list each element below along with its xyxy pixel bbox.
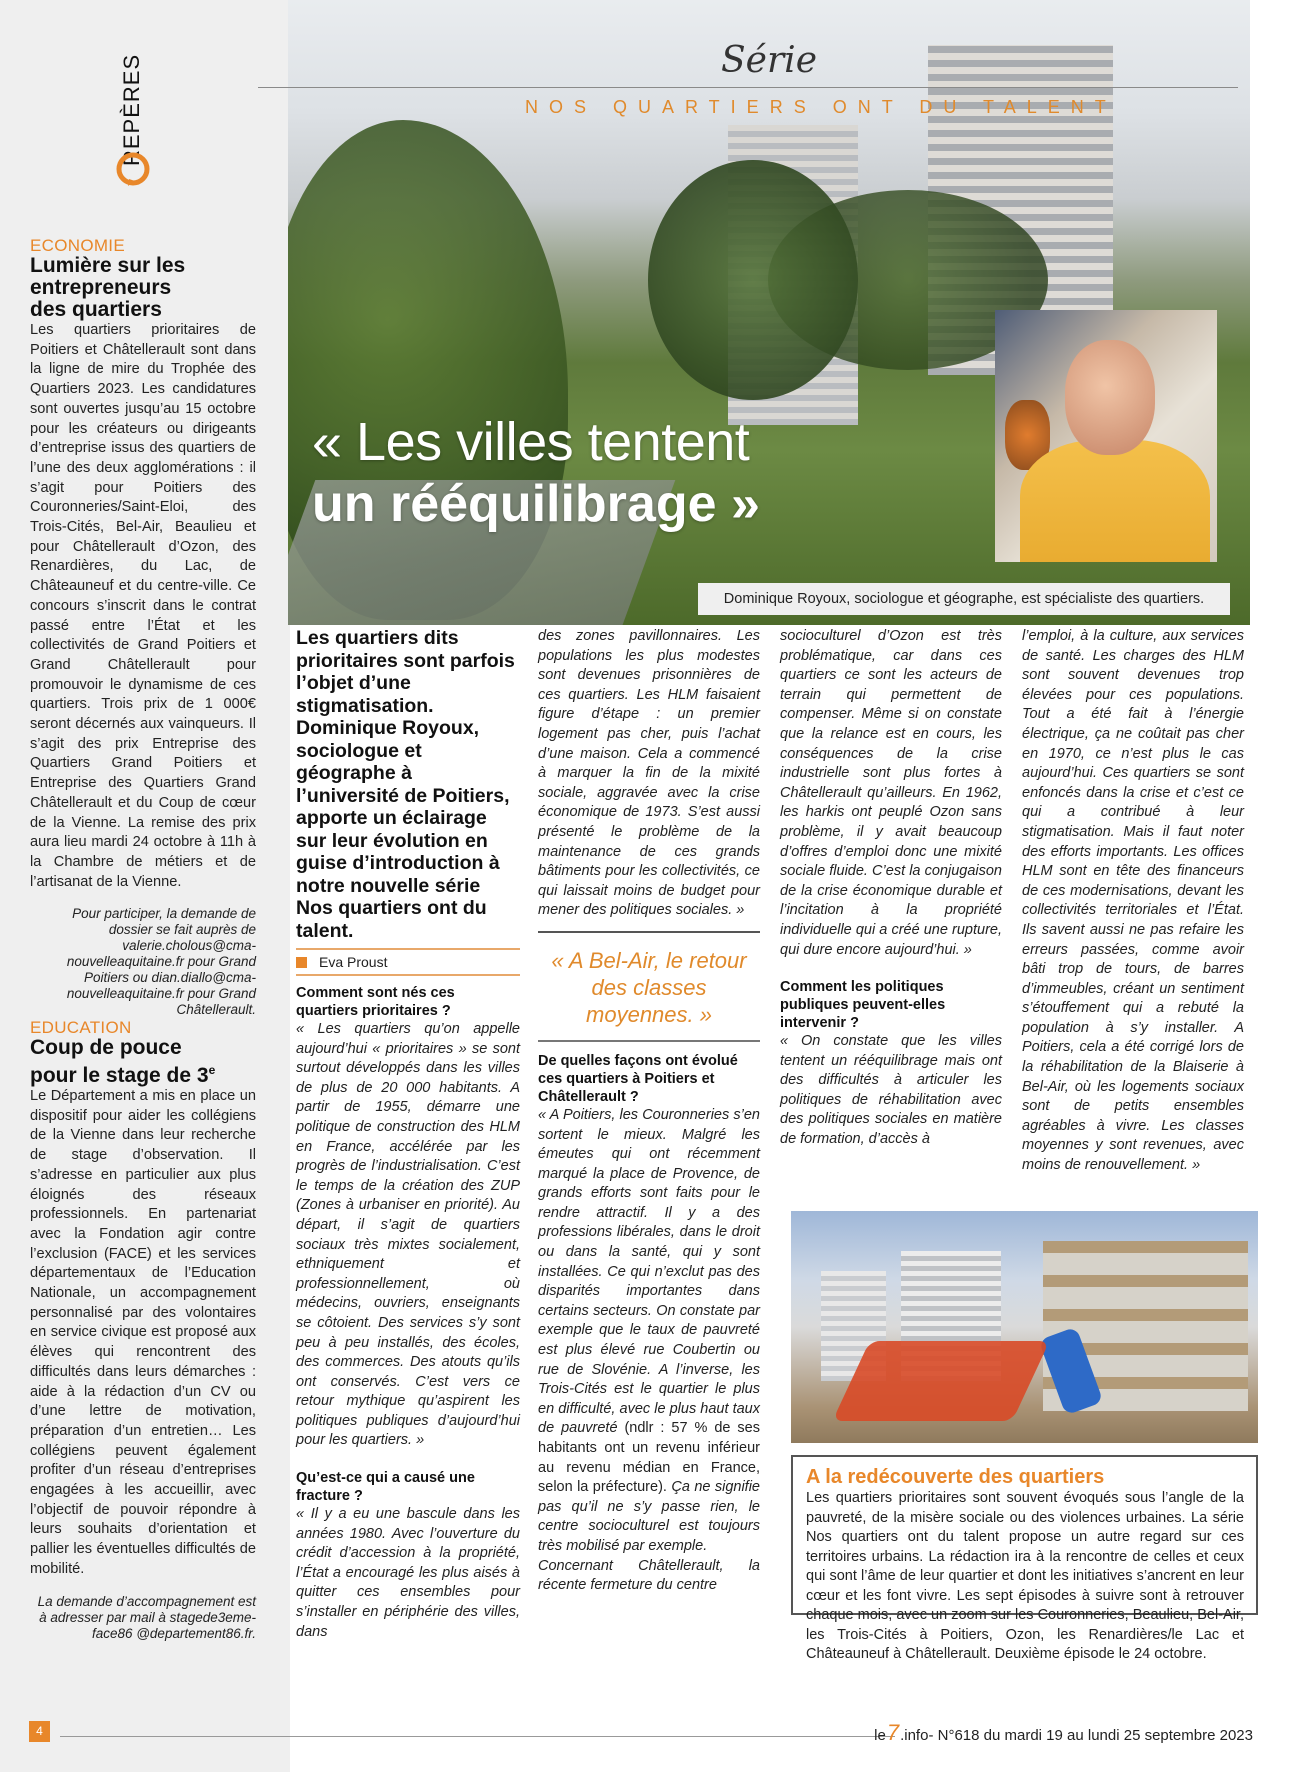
question-4: Comment les politiques publiques peuvent-elles intervenir ?	[780, 979, 946, 1032]
answer-3: « A Poitiers, les Couronneries s’en sortent le mieux. Malgré les émeutes qui ont récemment marqué la place de Provence, de grands efforts sont faits pour le rendre attractif. Il y a des professions libérales, dans le droit ou dans la santé, qui y sont installées. Ce qui n’exclut pas des disparités importantes dans certains secteurs. On constate par exemple que le taux de pauvreté est plus élevé rue Coubertin ou rue de Slovénie. A l’inverse, les Trois-Cités est le quartier le plus en difficulté, avec le plus haut taux de pauvreté (ndlr : 57 % de ses habitants ont un revenu inférieur au revenu médian en France, selon la préfecture). Ça ne signifie pas qu’il ne s’y passe rien, le centre socioculturel est toujours très mobilisé par exemple.	[538, 1106, 760, 1554]
answer-4-part1: « On constate que les villes tentent un rééquilibrage mais ont des difficultés à articuler les politiques de réhabilitation avec des politiques sociales en matière de formation, d’accès à	[780, 1033, 1002, 1148]
page-number: 4	[29, 1721, 50, 1742]
article-column-3	[780, 627, 1002, 1150]
article-column-2	[538, 627, 760, 1596]
article-column-4	[1022, 627, 1244, 1176]
footer-rule	[60, 1736, 895, 1737]
economie-title: Lumière sur les entrepreneurs des quartiers	[30, 254, 186, 321]
question-3: De quelles façons ont évolué ces quartiers à Poitiers et Châtellerault ?	[538, 1052, 738, 1105]
answer-4-part2: l’emploi, à la culture, aux services de santé. Les charges des HLM sont souvent devenues trop élevées pour ces populations. Tout a été fait à l’énergie électrique, ça ne coûtait pas cher en 1970, ce n’est plus le cas aujourd’hui. Ces quartiers se sont enfoncés dans la crise et c’est ce qui a contribué à leur stigmatisation. Mais il faut noter des efforts importants. Les offices HLM sont en tête des financeurs de ces modernisations, devant les collectivités territoriales et l’État. Ils savent aussi ne pas refaire les erreurs passées, comme avoir bâti trop de tours, de barres d’immeubles, créant un sentiment s’étouffement qui a rebuté la population à s’y installer. A Poitiers, cela a été corrigé lors de la réhabilitation de la Blaiserie à Bel-Air, où les logements sociaux sont de petits ensembles agréables à vivre. Les classes moyennes y sont revenues, avec moins de renouvellement. »	[1022, 628, 1244, 1174]
byline	[296, 954, 520, 970]
economie-category: ECONOMIE	[30, 236, 125, 255]
brand-seven-logo-icon: 7	[886, 1720, 900, 1745]
education-category: EDUCATION	[30, 1018, 132, 1037]
economie-body: Les quartiers prioritaires de Poitiers et Châtellerault sont dans la ligne de mire du Trophée des Quartiers 2023. Les candidatures sont ouvertes jusqu’au 15 octobre pour les créateurs ou dirigeants d’entreprise issus des quartiers de l’une des deux agglomérations : il s’agit pour Poitiers des Couronneries/Saint-Eloi, des Trois-Cités, Bel-Air, Beaulieu et pour Châtellerault d’Ozon, des Renardières, du Lac, de Châteauneuf et du centre-ville. Ce concours s’inscrit dans le contrat passé entre l’État et les collectivités de Grand Poitiers et Grand Châtellerault pour promouvoir le dynamisme de ces quartiers. Trois prix de 1 000€ seront décernés aux vainqueurs. Il s’agit des prix Entreprise des Quartiers Grand Poitiers et Entreprise des Quartiers Grand Châtellerault et du Coup de cœur de la Vienne. La remise des prix aura lieu mardi 24 octobre à 11h à la Chambre de métiers et de l’artisanat de la Vienne.	[30, 322, 256, 890]
economie-brief	[30, 236, 256, 1018]
question-1: Comment sont nés ces quartiers prioritaires ?	[296, 985, 455, 1019]
series-info-box	[791, 1455, 1258, 1662]
byline-square-icon	[296, 957, 307, 968]
education-body: Le Département a mis en place un dispositif pour aider les collégiens de la Vienne dans leur recherche de stage d’observation. Il s’adresse en particulier aux plus éloignés des réseaux professionnels. En partenariat avec la Fondation agir contre l’exclusion (FACE) et les services départementaux de l’Education Nationale, un accompagnement personnalisé par des volontaires en service civique est proposé aux élèves qui rencontrent des difficultés dans leurs démarches : aide à la rédaction d’un CV ou d’une lettre de motivation, préparation d’un entretien… Les collégiens peuvent également profiter d’un réseau d’entreprises engagées à les accueillir, avec l’objectif de pouvoir répondre à leurs souhaits d’orientation et pallier les éventuelles difficultés de mobilité.	[30, 1088, 256, 1577]
question-2: Qu’est-ce qui a causé une fracture ?	[296, 1470, 475, 1505]
portrait-photo	[995, 310, 1217, 562]
pull-quote: « A Bel-Air, le retour des classes moyennes. »	[551, 947, 747, 1027]
author-name: Eva Proust	[319, 954, 388, 970]
answer-3-part2: socioculturel d’Ozon est très problématique, car dans ces quartiers ce sont les acteurs de terrain qui permettent de compenser. Même si on constate que la relance est en cours, les conséquences de la crise industrielle sont plus fortes à Châtellerault qu’ailleurs. En 1962, les harkis ont peuplé Ozon sans problème, il y avait beaucoup d’offres d’emploi donc une mixité sociale fluide. C’est la conjugaison de la crise économique durable et l’incitation à la propriété individuelle qui a créé une rupture, qui dure encore aujourd’hui. »	[780, 628, 1002, 958]
answer-2-part2: des zones pavillonnaires. Les populations les plus modestes sont devenues prisonnières de ces quartiers. Les HLM faisaient figure d’étape : un premier logement pas cher, puis l’achat d’une maison. Cela a commencé à marquer la fin de la mixité sociale, aggravée avec la crise économique de 1973. S’est aussi présenté le problème de la maintenance de ces grands bâtiments pour les collectivités, ce qui laissait moins de budget pour mener des politiques sociales. »	[538, 628, 760, 919]
education-contact-note: La demande d’accompagnement est à adresser par mail à stagede3eme-face86 @departement86.fr.	[37, 1593, 256, 1641]
box-body: Les quartiers prioritaires sont souvent évoqués sous l’angle de la pauvreté, de la misère sociale ou des violences urbaines. La série Nos quartiers ont du talent propose un autre regard sur ces territoires urbains. La rédaction ira à la rencontre de celles et ceux qui sont l’âme de leur quartier et dont les initiatives s’ancrent en leur cœur et les font vivre. Les sept épisodes à suivre sont à retrouver chaque mois, avec un zoom sur les Couronneries, Beaulieu, Bel-Air, les Trois-Cités à Poitiers, Ozon, les Renardières/le Lac et Châteauneuf à Châtellerault. Deuxième épisode le 24 octobre.	[806, 1490, 1244, 1662]
construction-photo	[791, 1211, 1258, 1443]
reperes-sidebar	[0, 0, 290, 1772]
series-title: Série	[721, 40, 817, 81]
answer-1: « Les quartiers qu’on appelle aujourd’hui « prioritaires » se sont surtout développés dans les villes de plus de 20 000 habitants. A partir de 1955, démarre une politique de construction des HLM en France, accélérée par les progrès de l’industrialisation. C’est le temps de la création des ZUP (Zones à urbaniser en priorité). Au départ, il s’agit de quartiers sociaux très mixtes socialement, ethniquement et professionnellement, où médecins, ouvriers, enseignants se côtoient. Des services s’y sont peu à peu installés, des écoles, des commerces. Des atouts qu’ils ont conservés. C’est vers ce retour mythique qu’aspirent les politiques publiques d’aujourd’hui pour les quartiers. »	[296, 1021, 520, 1449]
photo-caption: Dominique Royoux, sociologue et géographe, est spécialiste des quartiers.	[698, 583, 1230, 615]
answer-2-part1: « Il y a eu une bascule dans les années 1980. Avec l’ouverture du crédit d’accession à la propriété, l’État a encouragé les plus aisés à quitter ces ensembles pour s’installer en périphérie des villes, dans	[296, 1506, 520, 1640]
reperes-header	[112, 53, 152, 195]
series-subtitle: NOS QUARTIERS ONT DU TALENT	[525, 97, 1117, 117]
article-column-1	[296, 627, 520, 1642]
footer-issue-info: le 7 .info - N°618 du mardi 19 au lundi 25 septembre 2023	[874, 1720, 1253, 1745]
education-brief	[30, 1018, 256, 1642]
article-lede: Les quartiers dits prioritaires sont parfois l’objet d’une stigmatisation. Dominique Royoux, sociologue et géographe à l’université de Poitiers, apporte un éclairage sur leur évolution en guise d’introduction à notre nouvelle série Nos quartiers ont du talent.	[296, 627, 515, 942]
economie-contact-note: Pour participer, la demande de dossier se fait auprès de valerie.cholous@cma-nouvelleaquitaine.fr pour Grand Poitiers ou dian.diallo@cma-nouvelleaquitaine.fr pour Grand Châtellerault.	[66, 906, 256, 1018]
speech-bubble-icon	[116, 152, 150, 188]
education-title: Coup de pouce pour le stage de 3e	[30, 1036, 216, 1087]
reperes-label: REPÈRES	[119, 53, 144, 167]
series-rule	[258, 87, 1238, 88]
answer-3-continued: Concernant Châtellerault, la récente fermeture du centre	[538, 1557, 760, 1594]
headline: « Les villes tentent un rééquilibrage »	[312, 412, 760, 533]
box-title: A la redécouverte des quartiers	[806, 1466, 1105, 1488]
